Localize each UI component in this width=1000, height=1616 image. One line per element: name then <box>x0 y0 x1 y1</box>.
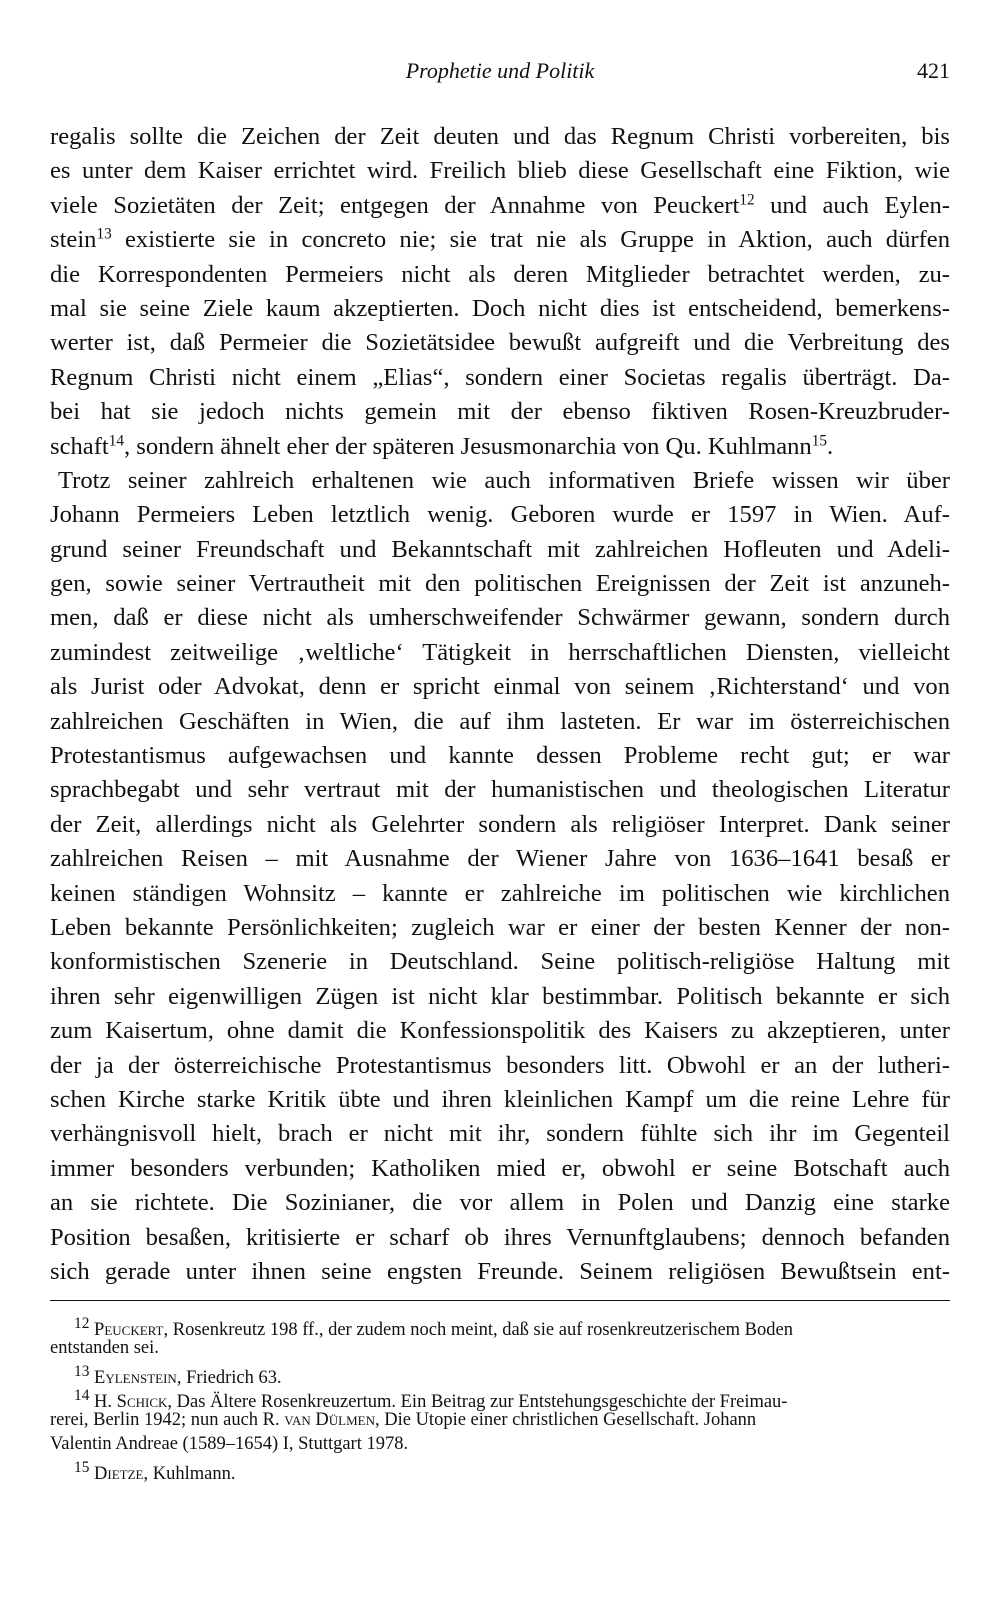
text-segment: viele Sozietäten der Zeit; entgegen der Annahme von Peuckert <box>50 191 740 219</box>
footnote-text: , Rosenkreutz 198 ff., der zudem noch meint, daß sie auf rosenkreutzerischem Boden <box>163 1320 793 1341</box>
footnote-ref: 12 <box>739 191 755 209</box>
text-line: Position besaßen, kritisierte er scharf ob ihres Vernunftglaubens; dennoch befanden <box>50 1223 950 1251</box>
footnote-15 <box>50 1456 950 1485</box>
text-line: Regnum Christi nicht einem „Elias“, sondern einer Societas regalis überträgt. Da- <box>50 363 950 391</box>
text-line: konformistischen Szenerie in Deutschland. Seine politisch-religiöse Haltung mit <box>50 948 950 976</box>
text-line: grund seiner Freundschaft und Bekanntschaft mit zahlreichen Hofleuten und Adeli- <box>50 535 950 563</box>
footnote-text: , Friedrich 63. <box>176 1368 282 1389</box>
footnote-12 <box>50 1312 950 1341</box>
footnote-text: , Kuhlmann. <box>143 1464 236 1485</box>
footnote-author: Schick <box>116 1392 168 1413</box>
text-line: immer besonders verbunden; Katholiken mied er, obwohl er seine Botschaft auch <box>50 1154 950 1182</box>
text-line: Protestantismus aufgewachsen und kannte dessen Probleme recht gut; er war <box>50 742 950 770</box>
footnote-author: Eylenstein <box>94 1368 177 1389</box>
footnote-ref: 13 <box>96 225 112 243</box>
text-line: es unter dem Kaiser errichtet wird. Freilich blieb diese Gesellschaft eine Fiktion, wie <box>50 157 950 185</box>
footnote-14-cont2: Valentin Andreae (1589–1654) I, Stuttgart 1978. <box>50 1434 409 1454</box>
running-head <box>50 56 950 86</box>
text-segment: existierte sie in concreto nie; sie trat nie als Gruppe in Aktion, auch dürfen <box>111 226 950 254</box>
text-segment: schaft <box>50 432 109 460</box>
footnote-text: rerei, Berlin 1942; nun auch R. <box>50 1410 285 1430</box>
text-line: verhängnisvoll hielt, brach er nicht mit ihr, sondern fühlte sich ihr im Gegenteil <box>50 1120 950 1148</box>
footnote-14-cont <box>50 1408 950 1432</box>
text-line: bei hat sie jedoch nichts gemein mit der ebenso fiktiven Rosen-Kreuzbruder- <box>50 398 950 426</box>
page-number: 421 <box>917 58 950 83</box>
text-segment: und auch Eylen- <box>754 191 950 219</box>
text-line: ihren sehr eigenwilligen Zügen ist nicht klar bestimmbar. Politisch bekannte er sich <box>50 982 950 1010</box>
footnote-number: 12 <box>74 1315 90 1332</box>
text-line: Leben bekannte Persönlichkeiten; zugleich war er einer der besten Kenner der non- <box>50 913 950 941</box>
footnote-number: 14 <box>74 1387 90 1404</box>
footnote-text: , Die Utopie einer christlichen Gesellschaft. Johann <box>374 1410 757 1430</box>
text-line <box>50 430 950 464</box>
text-line: zumindest zeitweilige ‚weltliche‘ Tätigkeit in herrschaftlichen Diensten, vielleicht <box>50 638 950 666</box>
text-line: zahlreichen Geschäften in Wien, die auf ihm lasteten. Er war im österreichischen <box>50 707 950 735</box>
text-line: gen, sowie seiner Vertrautheit mit den politischen Ereignissen der Zeit ist anzuneh- <box>50 570 950 598</box>
text-line: sich gerade unter ihnen seine engsten Freunde. Seinem religiösen Bewußtsein ent- <box>50 1257 950 1285</box>
footnote-author: van Dülmen <box>284 1410 375 1430</box>
footnote-ref: 15 <box>811 432 827 450</box>
text-line: mal sie seine Ziele kaum akzeptierten. Doch nicht dies ist entscheidend, bemerkens- <box>50 294 950 322</box>
footnote-number: 13 <box>74 1363 90 1380</box>
text-line: sprachbegabt und sehr vertraut mit der humanistischen und theologischen Literatur <box>50 776 950 804</box>
footnotes <box>50 1312 950 1485</box>
text-line: als Jurist oder Advokat, denn er spricht einmal von seinem ‚Richterstand‘ und von <box>50 673 950 701</box>
text-line: Trotz seiner zahlreich erhaltenen wie auch informativen Briefe wissen wir über <box>58 466 950 494</box>
body-text <box>50 120 950 1289</box>
text-segment: stein <box>50 226 97 254</box>
footnote-prefix: H. <box>94 1392 117 1413</box>
text-line <box>50 189 950 223</box>
footnote-author: Peuckert <box>94 1320 164 1341</box>
text-line: keinen ständigen Wohnsitz – kannte er zahlreiche im politischen wie kirchlichen <box>50 879 950 907</box>
text-line: die Korrespondenten Permeiers nicht als deren Mitglieder betrachtet werden, zu- <box>50 260 950 288</box>
footnote-12-cont: entstanden sei. <box>50 1338 159 1358</box>
text-line: schen Kirche starke Kritik übte und ihren kleinlichen Kampf um die reine Lehre für <box>50 1085 950 1113</box>
text-line: Johann Permeiers Leben letztlich wenig. Geboren wurde er 1597 in Wien. Auf- <box>50 501 950 529</box>
footnote-13 <box>50 1360 950 1389</box>
text-line: zum Kaisertum, ohne damit die Konfessionspolitik des Kaisers zu akzeptieren, unter <box>50 1017 950 1045</box>
footnote-number: 15 <box>74 1459 90 1476</box>
text-line: der ja der österreichische Protestantismus besonders litt. Obwohl er an der lutheri- <box>50 1051 950 1079</box>
text-line <box>50 223 950 257</box>
text-segment: . <box>826 432 834 460</box>
text-line: zahlreichen Reisen – mit Ausnahme der Wiener Jahre von 1636–1641 besaß er <box>50 845 950 873</box>
footnote-14 <box>50 1384 950 1413</box>
text-line: an sie richtete. Die Sozinianer, die vor allem in Polen und Danzig eine starke <box>50 1189 950 1217</box>
text-line: regalis sollte die Zeichen der Zeit deuten und das Regnum Christi vorbereiten, bis <box>50 123 950 150</box>
footnote-text: , Das Ältere Rosenkreuzertum. Ein Beitrag zur Entstehungsgeschichte der Freimau- <box>167 1392 788 1413</box>
text-line: werter ist, daß Permeier die Sozietätsidee bewußt aufgreift und die Verbreitung des <box>50 329 950 357</box>
footnote-divider <box>50 1300 950 1301</box>
text-segment: , sondern ähnelt eher der späteren Jesusmonarchia von Qu. Kuhlmann <box>123 432 812 460</box>
footnote-author: Dietze <box>94 1464 144 1485</box>
text-line: men, daß er diese nicht als umherschweifender Schwärmer gewann, sondern durch <box>50 604 950 632</box>
text-line: der Zeit, allerdings nicht als Gelehrter sondern als religiöser Interpret. Dank seiner <box>50 810 950 838</box>
footnote-ref: 14 <box>108 432 124 450</box>
running-title: Prophetie und Politik <box>405 58 595 83</box>
